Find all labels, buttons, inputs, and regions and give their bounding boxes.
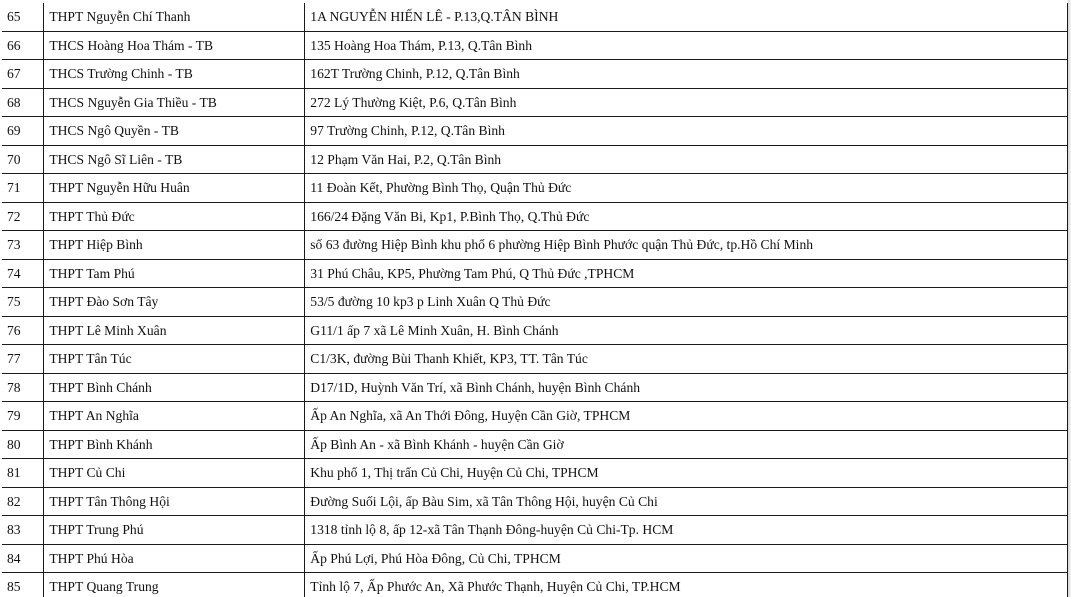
table-row	[2, 88, 1068, 117]
school-address-cell: 11 Đoàn Kết, Phường Bình Thọ, Quận Thủ Đức	[305, 174, 1068, 203]
school-address-cell: 166/24 Đặng Văn Bi, Kp1, P.Bình Thọ, Q.Thủ Đức	[305, 202, 1068, 231]
school-name-cell: THPT Tam Phú	[44, 259, 305, 288]
table-row	[2, 487, 1068, 516]
table-row	[2, 117, 1068, 146]
school-name-cell: THCS Trường Chinh - TB	[44, 60, 305, 89]
school-name-cell: THPT Trung Phú	[44, 516, 305, 545]
table-row	[2, 402, 1068, 431]
school-address-cell: C1/3K, đường Bùi Thanh Khiết, KP3, TT. Tân Túc	[305, 345, 1068, 374]
table-row	[2, 430, 1068, 459]
school-address-cell: 12 Phạm Văn Hai, P.2, Q.Tân Bình	[305, 145, 1068, 174]
school-name-cell: THPT Phú Hòa	[44, 544, 305, 573]
row-number-cell: 82	[2, 487, 44, 516]
row-number-cell: 68	[2, 88, 44, 117]
row-number-cell: 71	[2, 174, 44, 203]
row-number-cell: 66	[2, 31, 44, 60]
row-number-cell: 77	[2, 345, 44, 374]
school-name-cell: THPT Hiệp Bình	[44, 231, 305, 260]
table-row	[2, 3, 1068, 31]
table-row	[2, 345, 1068, 374]
school-name-cell: THPT An Nghĩa	[44, 402, 305, 431]
table-row	[2, 202, 1068, 231]
school-address-cell: 97 Trường Chinh, P.12, Q.Tân Bình	[305, 117, 1068, 146]
school-address-cell: số 63 đường Hiệp Bình khu phố 6 phường Hiệp Bình Phước quận Thủ Đức, tp.Hồ Chí Minh	[305, 231, 1068, 260]
row-number-cell: 81	[2, 459, 44, 488]
row-number-cell: 74	[2, 259, 44, 288]
row-number-cell: 75	[2, 288, 44, 317]
school-address-cell: 53/5 đường 10 kp3 p Linh Xuân Q Thủ Đức	[305, 288, 1068, 317]
row-number-cell: 84	[2, 544, 44, 573]
row-number-cell: 72	[2, 202, 44, 231]
school-name-cell: THCS Nguyễn Gia Thiều - TB	[44, 88, 305, 117]
table-row	[2, 573, 1068, 597]
school-address-cell: D17/1D, Huỳnh Văn Trí, xã Bình Chánh, huyện Bình Chánh	[305, 373, 1068, 402]
row-number-cell: 80	[2, 430, 44, 459]
school-address-cell: 162T Trường Chinh, P.12, Q.Tân Bình	[305, 60, 1068, 89]
table-row	[2, 316, 1068, 345]
school-address-cell: Ấp Bình An - xã Bình Khánh - huyện Cần Giờ	[305, 430, 1068, 459]
table-row	[2, 145, 1068, 174]
row-number-cell: 78	[2, 373, 44, 402]
school-name-cell: THCS Ngô Sĩ Liên - TB	[44, 145, 305, 174]
school-address-cell: 1318 tỉnh lộ 8, ấp 12-xã Tân Thạnh Đông-huyện Củ Chi-Tp. HCM	[305, 516, 1068, 545]
school-address-cell: 272 Lý Thường Kiệt, P.6, Q.Tân Bình	[305, 88, 1068, 117]
row-number-cell: 79	[2, 402, 44, 431]
school-name-cell: THPT Củ Chi	[44, 459, 305, 488]
school-name-cell: THPT Thủ Đức	[44, 202, 305, 231]
school-name-cell: THPT Tân Túc	[44, 345, 305, 374]
school-address-cell: Ấp An Nghĩa, xã An Thới Đông, Huyện Cần Giờ, TPHCM	[305, 402, 1068, 431]
table-row	[2, 174, 1068, 203]
school-name-cell: THPT Nguyễn Chí Thanh	[44, 3, 305, 31]
table-row	[2, 259, 1068, 288]
school-address-table	[2, 3, 1068, 597]
row-number-cell: 70	[2, 145, 44, 174]
row-number-cell: 83	[2, 516, 44, 545]
school-name-cell: THPT Bình Khánh	[44, 430, 305, 459]
school-name-cell: THCS Hoàng Hoa Thám - TB	[44, 31, 305, 60]
row-number-cell: 76	[2, 316, 44, 345]
table-row	[2, 31, 1068, 60]
school-name-cell: THPT Đào Sơn Tây	[44, 288, 305, 317]
school-address-cell: G11/1 ấp 7 xã Lê Minh Xuân, H. Bình Chánh	[305, 316, 1068, 345]
school-address-cell: 1A NGUYỄN HIẾN LÊ - P.13,Q.TÂN BÌNH	[305, 3, 1068, 31]
row-number-cell: 73	[2, 231, 44, 260]
school-address-cell: Đường Suối Lội, ấp Bàu Sim, xã Tân Thông Hội, huyện Củ Chi	[305, 487, 1068, 516]
table-body	[2, 3, 1068, 597]
school-address-cell: Khu phố 1, Thị trấn Củ Chi, Huyện Củ Chi, TPHCM	[305, 459, 1068, 488]
table-row	[2, 231, 1068, 260]
school-name-cell: THPT Quang Trung	[44, 573, 305, 597]
table-row	[2, 60, 1068, 89]
table-row	[2, 516, 1068, 545]
table-row	[2, 288, 1068, 317]
table-row	[2, 373, 1068, 402]
row-number-cell: 67	[2, 60, 44, 89]
table-row	[2, 459, 1068, 488]
row-number-cell: 85	[2, 573, 44, 597]
school-name-cell: THPT Lê Minh Xuân	[44, 316, 305, 345]
school-name-cell: THPT Bình Chánh	[44, 373, 305, 402]
school-name-cell: THPT Tân Thông Hội	[44, 487, 305, 516]
school-address-cell: Ấp Phú Lợi, Phú Hòa Đông, Củ Chi, TPHCM	[305, 544, 1068, 573]
school-address-cell: 135 Hoàng Hoa Thám, P.13, Q.Tân Bình	[305, 31, 1068, 60]
school-name-cell: THCS Ngô Quyền - TB	[44, 117, 305, 146]
row-number-cell: 69	[2, 117, 44, 146]
table-row	[2, 544, 1068, 573]
school-address-cell: 31 Phú Châu, KP5, Phường Tam Phú, Q Thủ Đức ,TPHCM	[305, 259, 1068, 288]
school-address-cell: Tỉnh lộ 7, Ấp Phước An, Xã Phước Thạnh, Huyện Củ Chi, TP.HCM	[305, 573, 1068, 597]
row-number-cell: 65	[2, 3, 44, 31]
school-name-cell: THPT Nguyễn Hữu Huân	[44, 174, 305, 203]
